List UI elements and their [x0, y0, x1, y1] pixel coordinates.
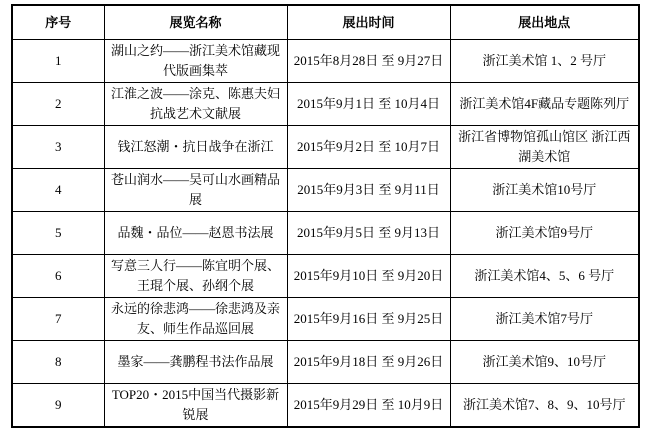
exhibition-time-cell: 2015年9月29日 至 10月9日 — [287, 384, 450, 428]
exhibition-place-cell: 浙江省博物馆孤山馆区 浙江西湖美术馆 — [450, 126, 639, 169]
exhibition-time-cell: 2015年9月16日 至 9月25日 — [287, 298, 450, 341]
exhibition-name-cell: 品魏・品位——赵恩书法展 — [104, 212, 287, 255]
header-serial-number: 序号 — [12, 5, 104, 40]
exhibition-time-cell: 2015年9月3日 至 9月11日 — [287, 169, 450, 212]
serial-number-cell: 3 — [12, 126, 104, 169]
serial-number-cell: 5 — [12, 212, 104, 255]
exhibition-name-cell: 永远的徐悲鸿——徐悲鸿及亲友、师生作品巡回展 — [104, 298, 287, 341]
table-row — [12, 212, 639, 255]
exhibition-time-cell: 2015年8月28日 至 9月27日 — [287, 40, 450, 83]
table-row — [12, 126, 639, 169]
serial-number-cell: 6 — [12, 255, 104, 298]
table-body — [12, 40, 639, 428]
exhibition-time-cell: 2015年9月5日 至 9月13日 — [287, 212, 450, 255]
exhibition-name-cell: 钱江怒潮・抗日战争在浙江 — [104, 126, 287, 169]
header-exhibition-place: 展出地点 — [450, 5, 639, 40]
exhibition-place-cell: 浙江美术馆4、5、6 号厅 — [450, 255, 639, 298]
exhibition-time-cell: 2015年9月1日 至 10月4日 — [287, 83, 450, 126]
serial-number-cell: 9 — [12, 384, 104, 428]
table-row — [12, 255, 639, 298]
exhibition-name-cell: 江淮之波——涂克、陈惠夫妇抗战艺术文献展 — [104, 83, 287, 126]
exhibition-name-cell: 写意三人行——陈宜明个展、王琨个展、孙纲个展 — [104, 255, 287, 298]
table-row — [12, 298, 639, 341]
serial-number-cell: 1 — [12, 40, 104, 83]
exhibition-schedule-table — [11, 4, 640, 428]
exhibition-place-cell: 浙江美术馆9、10号厅 — [450, 341, 639, 384]
exhibition-time-cell: 2015年9月10日 至 9月20日 — [287, 255, 450, 298]
table-header-row — [12, 5, 639, 40]
serial-number-cell: 8 — [12, 341, 104, 384]
exhibition-place-cell: 浙江美术馆7号厅 — [450, 298, 639, 341]
table-row — [12, 40, 639, 83]
header-exhibition-name: 展览名称 — [104, 5, 287, 40]
exhibition-place-cell: 浙江美术馆10号厅 — [450, 169, 639, 212]
exhibition-name-cell: 墨家——龚鹏程书法作品展 — [104, 341, 287, 384]
table-row — [12, 83, 639, 126]
header-exhibition-time: 展出时间 — [287, 5, 450, 40]
exhibition-name-cell: 苍山润水——吴可山水画精品展 — [104, 169, 287, 212]
exhibition-place-cell: 浙江美术馆9号厅 — [450, 212, 639, 255]
exhibition-time-cell: 2015年9月2日 至 10月7日 — [287, 126, 450, 169]
serial-number-cell: 4 — [12, 169, 104, 212]
exhibition-place-cell: 浙江美术馆7、8、9、10号厅 — [450, 384, 639, 428]
table-row — [12, 384, 639, 428]
table-row — [12, 169, 639, 212]
exhibition-name-cell: TOP20・2015中国当代摄影新锐展 — [104, 384, 287, 428]
exhibition-time-cell: 2015年9月18日 至 9月26日 — [287, 341, 450, 384]
serial-number-cell: 2 — [12, 83, 104, 126]
exhibition-place-cell: 浙江美术馆 1、2 号厅 — [450, 40, 639, 83]
exhibition-place-cell: 浙江美术馆4F藏品专题陈列厅 — [450, 83, 639, 126]
exhibition-name-cell: 湖山之约——浙江美术馆藏现代版画集萃 — [104, 40, 287, 83]
serial-number-cell: 7 — [12, 298, 104, 341]
table-row — [12, 341, 639, 384]
